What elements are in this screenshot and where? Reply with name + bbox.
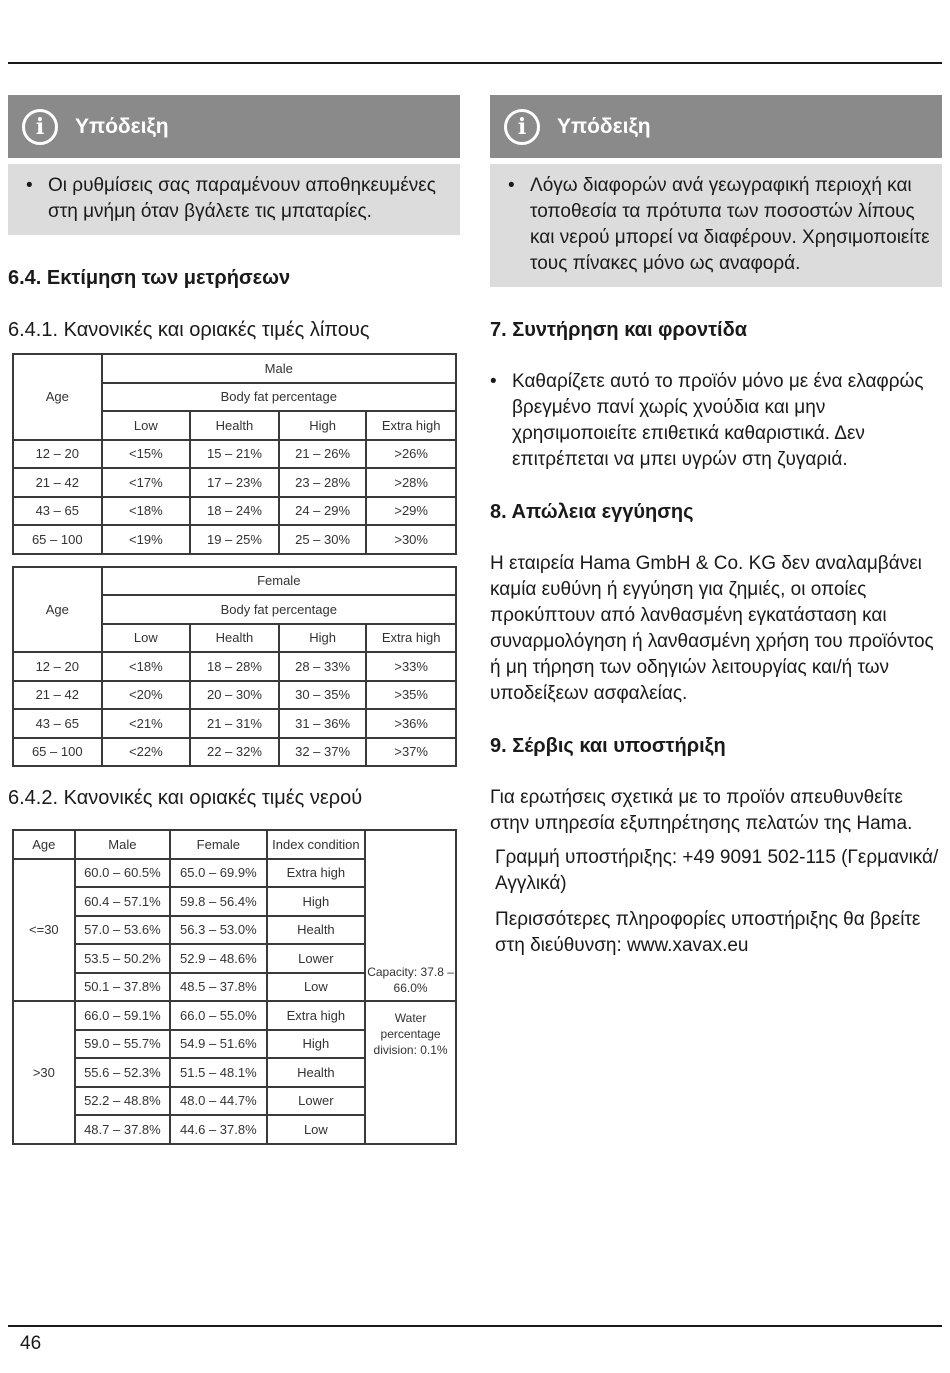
subheader: Body fat percentage [102,595,456,624]
table-row [13,567,456,596]
group-header: Male [102,354,456,383]
table-cell: 65 – 100 [13,738,102,767]
table-cell: Lower [267,1087,366,1116]
table-cell: 56.3 – 53.0% [170,916,266,945]
table-cell: 52.9 – 48.6% [170,944,266,973]
subheader: Body fat percentage [102,383,456,412]
table-cell: High [267,1030,366,1059]
table-cell: Extra high [267,1001,366,1030]
table-row [13,525,456,554]
section-title-6-4: 6.4. Εκτίμηση των μετρήσεων [8,267,291,289]
table-cell: 65.0 – 69.9% [170,859,266,888]
bullet-dot: • [490,371,497,392]
table-cell: Extra high [267,859,366,888]
table-cell: Health [267,916,366,945]
service-text: Για ερωτήσεις σχετικά με το προϊόν απευθυνθείτε στην υπηρεσία εξυπηρέτησης πελατών της Hama. [490,787,913,834]
column-header: Extra high [366,411,456,440]
table-cell: 31 – 36% [279,709,367,738]
table-cell: 28 – 33% [279,652,367,681]
bullet-dot: • [26,175,33,196]
table-cell: <18% [102,652,191,681]
table-cell: 60.0 – 60.5% [75,859,170,888]
table-row [13,1001,456,1030]
group-header: Female [102,567,456,596]
table-cell: 22 – 32% [190,738,279,767]
division-cell: Water percentage division: 0.1% [365,1001,456,1144]
table-cell: 19 – 25% [190,525,279,554]
note-box-right [490,95,942,287]
note-header [490,95,942,158]
table-cell: >30% [366,525,456,554]
note-box-left [8,95,460,235]
table-cell: 15 – 21% [190,440,279,469]
column-header: Index condition [267,830,366,859]
table-cell: <19% [102,525,191,554]
column-header: Female [170,830,266,859]
table-cell: 18 – 28% [190,652,279,681]
table-cell: Lower [267,944,366,973]
table-row [13,468,456,497]
water-table-title: 6.4.2. Κανονικές και οριακές τιμές νερού [8,787,363,809]
table-cell: 23 – 28% [279,468,367,497]
table-cell: 59.8 – 56.4% [170,887,266,916]
page-number: 46 [20,1333,42,1354]
column-header: High [279,624,367,653]
table-cell: 18 – 24% [190,497,279,526]
table-row [13,681,456,710]
table-cell: 59.0 – 55.7% [75,1030,170,1059]
note-title: Υπόδειξη [75,114,169,138]
table-cell: 66.0 – 55.0% [170,1001,266,1030]
table-cell: High [267,887,366,916]
column-header: Low [102,624,191,653]
note-bullet-text: Οι ρυθμίσεις σας παραμένουν αποθηκευμένες στη μνήμη όταν βγάλετε τις μπαταρίες. [48,175,436,222]
note-title: Υπόδειξη [557,114,651,138]
column-header: Health [190,411,279,440]
table-cell: 52.2 – 48.8% [75,1087,170,1116]
capacity-cell: Capacity: 37.8 – 66.0% [365,830,456,1001]
table-cell: Low [267,973,366,1002]
table-cell: 48.5 – 37.8% [170,973,266,1002]
table-cell: 32 – 37% [279,738,367,767]
table-cell: 53.5 – 50.2% [75,944,170,973]
table-row [13,709,456,738]
right-column [490,95,942,959]
table-cell: 57.0 – 53.6% [75,916,170,945]
column-header: High [279,411,367,440]
note-bullet [508,173,930,277]
table-cell: >28% [366,468,456,497]
column-header: Health [190,624,279,653]
table-cell: >26% [366,440,456,469]
table-cell: 55.6 – 52.3% [75,1058,170,1087]
table-cell: 24 – 29% [279,497,367,526]
warranty-text: Η εταιρεία Hama GmbH & Co. KG δεν αναλαμβάνει καμία ευθύνη ή εγγύηση για ζημιές, οι οποίες προκύπτουν από λανθασμένη εγκατάσταση και συναρμολόγηση ή λανθασμένη χρήση του προϊόντος ή μη τήρηση των οδηγιών λειτουργίας και/ή των υποδείξεων ασφαλείας. [490,553,934,704]
support-info: Περισσότερες πληροφορίες υποστήριξης θα βρείτε στη διεύθυνση: www.xavax.eu [495,909,921,956]
table-cell: 17 – 23% [190,468,279,497]
info-icon: i [22,109,58,145]
table-cell: 65 – 100 [13,525,102,554]
table-row [13,354,456,383]
table-cell: 66.0 – 59.1% [75,1001,170,1030]
column-header: Low [102,411,191,440]
table-cell: 54.9 – 51.6% [170,1030,266,1059]
table-cell: 51.5 – 48.1% [170,1058,266,1087]
note-body [490,164,942,287]
table-row [13,497,456,526]
table-cell: 21 – 31% [190,709,279,738]
table-cell: 44.6 – 37.8% [170,1115,266,1144]
bullet-dot: • [508,175,515,196]
table-cell: 60.4 – 57.1% [75,887,170,916]
table-cell: 48.7 – 37.8% [75,1115,170,1144]
support-line: Γραμμή υποστήριξης: +49 9091 502-115 (Γερμανικά/Αγγλικά) [495,847,939,894]
age-cell: >30 [13,1001,75,1144]
table-cell: >37% [366,738,456,767]
table-cell: 21 – 26% [279,440,367,469]
table-cell: >33% [366,652,456,681]
note-header [8,95,460,158]
column-header: Male [75,830,170,859]
table-cell: 48.0 – 44.7% [170,1087,266,1116]
fat-table-title: 6.4.1. Κανονικές και οριακές τιμές λίπους [8,319,370,341]
age-header: Age [13,567,102,653]
table-cell: 20 – 30% [190,681,279,710]
table-cell: Low [267,1115,366,1144]
section-title-8: 8. Απώλεια εγγύησης [490,501,694,523]
table-cell: 43 – 65 [13,497,102,526]
info-icon: i [504,109,540,145]
table-cell: 50.1 – 37.8% [75,973,170,1002]
table-cell: 12 – 20 [13,652,102,681]
table-cell: 25 – 30% [279,525,367,554]
table-cell: <21% [102,709,191,738]
fat-male-table [12,353,457,555]
table-cell: >36% [366,709,456,738]
table-cell: >29% [366,497,456,526]
table-cell: 43 – 65 [13,709,102,738]
water-table [12,829,457,1145]
age-cell: <=30 [13,859,75,1002]
table-cell: <15% [102,440,191,469]
section-title-9: 9. Σέρβις και υποστήριξη [490,735,726,757]
table-cell: 21 – 42 [13,468,102,497]
left-column [8,95,460,1145]
note-bullet-text: Λόγω διαφορών ανά γεωγραφική περιοχή και τοποθεσία τα πρότυπα των ποσοστών λίπους και νερού μπορεί να διαφέρουν. Χρησιμοποιείτε τους πίνακες μόνο ως αναφορά. [530,175,930,274]
note-body [8,164,460,235]
table-row [13,652,456,681]
section-title-7: 7. Συντήρηση και φροντίδα [490,319,748,341]
age-header: Age [13,354,102,440]
table-row [13,440,456,469]
table-cell: 21 – 42 [13,681,102,710]
table-cell: >35% [366,681,456,710]
table-row [13,738,456,767]
column-header: Extra high [366,624,456,653]
table-cell: <20% [102,681,191,710]
table-cell: <22% [102,738,191,767]
note-bullet [26,173,448,225]
maintenance-text: Καθαρίζετε αυτό το προϊόν μόνο με ένα ελαφρώς βρεγμένο πανί χωρίς χνούδια και μην χρησιμοποιείτε επιθετικά καθαριστικά. Δεν επιτρέπεται να μπει υγρών στη ζυγαριά. [512,371,924,470]
bottom-rule [8,1325,942,1327]
table-row [13,830,456,859]
table-cell: <18% [102,497,191,526]
table-cell: Health [267,1058,366,1087]
maintenance-bullet [490,369,942,473]
column-header: Age [13,830,75,859]
table-cell: 30 – 35% [279,681,367,710]
table-cell: 12 – 20 [13,440,102,469]
fat-female-table [12,566,457,768]
top-rule [8,62,942,64]
table-cell: <17% [102,468,191,497]
